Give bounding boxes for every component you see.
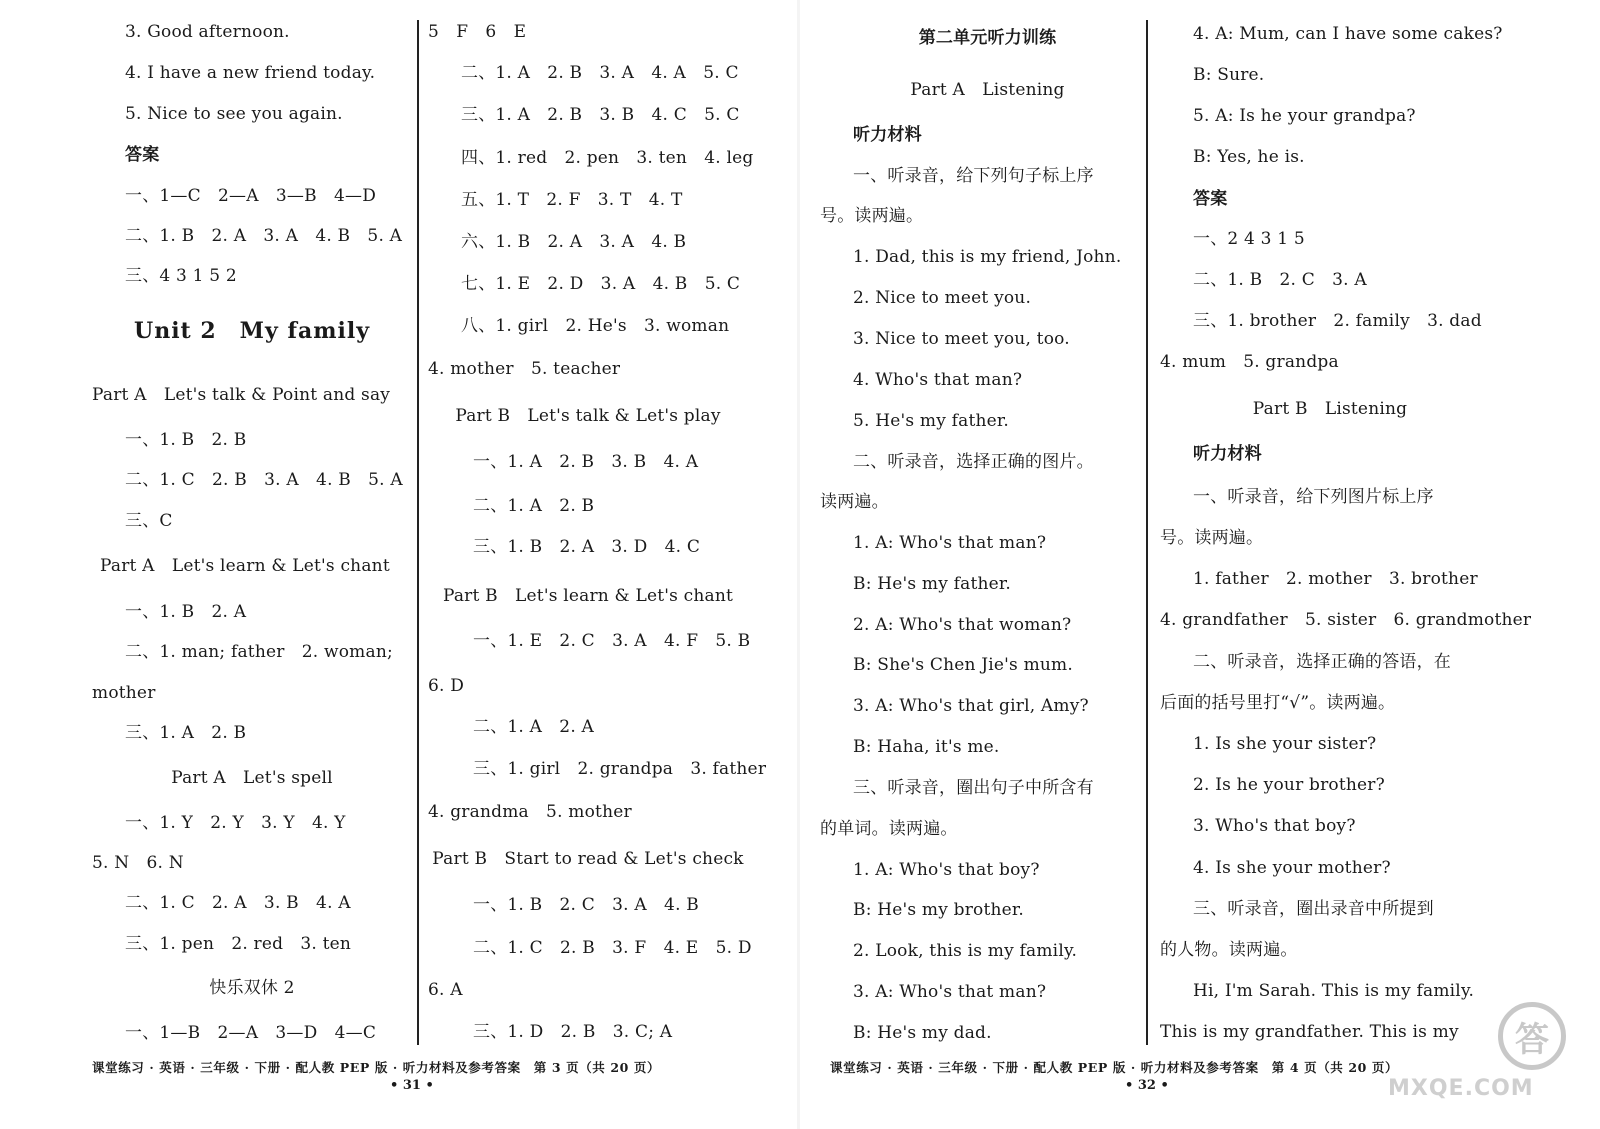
text-line: 一、听录音，给下列句子标上序 (853, 166, 1094, 186)
text-line: 三、听录音，圈出句子中所含有 (853, 778, 1094, 798)
text-line: 2. Is he your brother? (1193, 775, 1385, 795)
text-line: B: Yes, he is. (1193, 147, 1305, 167)
text-line: 二、1. A 2. B 3. A 4. A 5. C (461, 63, 739, 83)
text-line: 一、1—B 2—A 3—D 4—C (125, 1023, 377, 1043)
text-line: 三、1. brother 2. family 3. dad (1193, 311, 1482, 331)
text-line: 3. Nice to meet you, too. (853, 329, 1070, 349)
text-line: 4. A: Mum, can I have some cakes? (1193, 24, 1503, 44)
text-line: 5. Nice to see you again. (125, 104, 343, 124)
text-line: 三、听录音，圈出录音中所提到 (1193, 899, 1434, 919)
text-line: 4. grandma 5. mother (428, 802, 632, 822)
text-line: 二、1. A 2. B (473, 496, 595, 516)
text-line: Part B Let's talk & Let's play (455, 406, 721, 426)
text-line: 2. Nice to meet you. (853, 288, 1032, 308)
text-line: 的单词。读两遍。 (820, 819, 958, 839)
text-line: 二、听录音，选择正确的答语，在 (1193, 652, 1451, 672)
text-line: 5 F 6 E (428, 22, 527, 42)
text-line: Part A Let's learn & Let's chant (100, 556, 390, 576)
text-line: Part B Let's learn & Let's chant (442, 586, 734, 606)
text-line: 一、1. B 2. B (125, 430, 247, 450)
text-line: 后面的括号里打“√”。读两遍。 (1160, 693, 1396, 713)
text-line: Part A Let's talk & Point and say (92, 385, 391, 405)
text-line: 号。读两遍。 (820, 206, 924, 226)
text-line: 听力材料 (853, 125, 922, 145)
text-line: 5. N 6. N (92, 853, 184, 873)
text-line: 快乐双休 2 (209, 978, 295, 998)
text-line: 答案 (1193, 189, 1228, 209)
page-number-left: • 31 • (390, 1078, 434, 1093)
text-line: 1. A: Who's that boy? (853, 860, 1040, 880)
text-line: Part B Listening (1252, 399, 1408, 419)
text-line: 三、1. D 2. B 3. C; A (473, 1022, 673, 1042)
text-line: 一、1. A 2. B 3. B 4. A (473, 452, 699, 472)
text-line: 四、1. red 2. pen 3. ten 4. leg (461, 148, 754, 168)
text-line: 二、1. A 2. A (473, 717, 595, 737)
text-line: 1. Is she your sister? (1193, 734, 1377, 754)
text-line: B: He's my brother. (853, 900, 1024, 920)
column-rule-left (417, 20, 419, 1045)
text-line: 号。读两遍。 (1160, 528, 1264, 548)
text-line: 七、1. E 2. D 3. A 4. B 5. C (461, 274, 741, 294)
text-line: 听力材料 (1193, 444, 1262, 464)
text-line: 1. father 2. mother 3. brother (1193, 569, 1478, 589)
text-line: 一、1—C 2—A 3—B 4—D (125, 186, 377, 206)
text-line: Hi, I'm Sarah. This is my family. (1193, 981, 1475, 1001)
text-line: 第二单元听力训练 (918, 28, 1057, 48)
text-line: B: He's my father. (853, 574, 1011, 594)
text-line: 1. Dad, this is my friend, John. (853, 247, 1122, 267)
column-rule-right (1146, 20, 1148, 1045)
text-line: 一、2 4 3 1 5 (1193, 229, 1305, 249)
text-line: 六、1. B 2. A 3. A 4. B (461, 232, 687, 252)
text-line: B: She's Chen Jie's mum. (853, 655, 1073, 675)
text-line: 4. grandfather 5. sister 6. grandmother (1160, 610, 1532, 630)
text-line: 一、1. Y 2. Y 3. Y 4. Y (125, 813, 346, 833)
watermark-logo-icon: 答 (1498, 1002, 1566, 1070)
text-line: 二、1. C 2. B 3. A 4. B 5. A (125, 470, 403, 490)
text-line: 3. Who's that boy? (1193, 816, 1356, 836)
text-line: 一、听录音，给下列图片标上序 (1193, 487, 1434, 507)
text-line: 3. A: Who's that man? (853, 982, 1047, 1002)
text-line: 三、C (125, 511, 173, 531)
text-line: 4. I have a new friend today. (125, 63, 376, 83)
text-line: 一、1. B 2. A (125, 602, 247, 622)
text-line: 三、1. pen 2. red 3. ten (125, 934, 352, 954)
footer-left: 课堂练习 · 英语 · 三年级 · 下册 · 配人教 PEP 版 · 听力材料及参考答案 第 3 页（共 20 页） (92, 1060, 661, 1075)
text-line: 6. A (428, 980, 463, 1000)
page-number-right: • 32 • (1125, 1078, 1169, 1093)
text-line: 八、1. girl 2. He's 3. woman (461, 316, 730, 336)
text-line: 5. He's my father. (853, 411, 1009, 431)
text-line: 的人物。读两遍。 (1160, 940, 1298, 960)
text-line: 读两遍。 (820, 492, 889, 512)
text-line: 5. A: Is he your grandpa? (1193, 106, 1416, 126)
watermark-text: MXQE.COM (1388, 1076, 1534, 1101)
text-line: 1. A: Who's that man? (853, 533, 1047, 553)
text-line: 2. A: Who's that woman? (853, 615, 1072, 635)
text-line: 二、1. man; father 2. woman; (125, 642, 393, 662)
text-line: 6. D (428, 676, 465, 696)
text-line: B: Sure. (1193, 65, 1265, 85)
text-line: 三、4 3 1 5 2 (125, 266, 237, 286)
text-line: 二、1. C 2. A 3. B 4. A (125, 893, 351, 913)
text-line: Part B Start to read & Let's check (432, 849, 744, 869)
text-line: 二、1. B 2. C 3. A (1193, 270, 1367, 290)
text-line: 三、1. girl 2. grandpa 3. father (473, 759, 767, 779)
text-line: mother (92, 683, 156, 703)
text-line: 五、1. T 2. F 3. T 4. T (461, 190, 683, 210)
text-line: 三、1. A 2. B (125, 723, 247, 743)
text-line: 二、1. C 2. B 3. F 4. E 5. D (473, 938, 752, 958)
text-line: 二、听录音，选择正确的图片。 (853, 452, 1094, 472)
text-line: Part A Listening (910, 80, 1065, 100)
text-line: 4. Who's that man? (853, 370, 1023, 390)
text-line: 2. Look, this is my family. (853, 941, 1078, 961)
text-line: 一、1. B 2. C 3. A 4. B (473, 895, 699, 915)
text-line: 3. A: Who's that girl, Amy? (853, 696, 1089, 716)
text-line: 4. Is she your mother? (1193, 858, 1391, 878)
text-line: 3. Good afternoon. (125, 22, 290, 42)
text-line: 三、1. B 2. A 3. D 4. C (473, 537, 701, 557)
footer-right: 课堂练习 · 英语 · 三年级 · 下册 · 配人教 PEP 版 · 听力材料及参考答案 第 4 页（共 20 页） (830, 1060, 1399, 1075)
text-line: 4. mother 5. teacher (428, 359, 621, 379)
text-line: B: Haha, it's me. (853, 737, 1000, 757)
text-line: Part A Let's spell (171, 768, 333, 788)
text-line: 答案 (125, 145, 160, 165)
text-line: 三、1. A 2. B 3. B 4. C 5. C (461, 105, 740, 125)
text-line: 4. mum 5. grandpa (1160, 352, 1339, 372)
text-line: This is my grandfather. This is my (1160, 1022, 1459, 1042)
text-line: Unit 2 My family (134, 318, 370, 344)
text-line: B: He's my dad. (853, 1023, 992, 1043)
text-line: 二、1. B 2. A 3. A 4. B 5. A (125, 226, 403, 246)
text-line: 一、1. E 2. C 3. A 4. F 5. B (473, 631, 751, 651)
page-gutter (797, 0, 800, 1129)
